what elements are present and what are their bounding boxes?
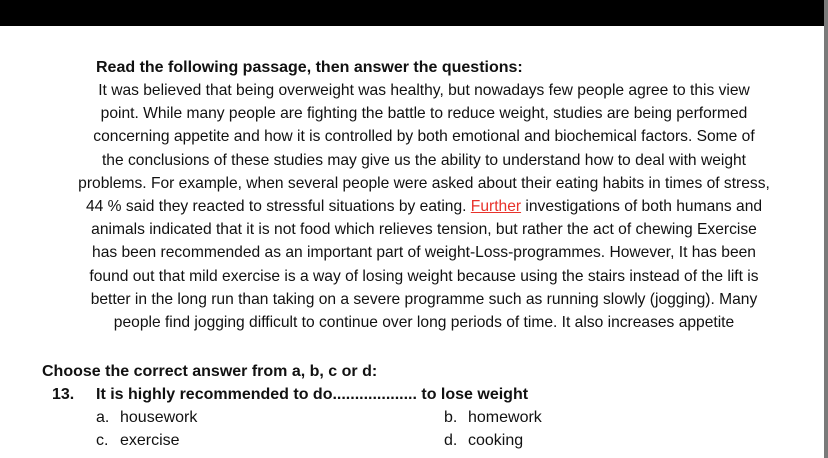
highlighted-word: Further [470,198,522,216]
passage-line: animals indicated that it is not food which relieves tension, but rather the act of chewing Exercise [91,221,757,239]
option-a[interactable] [96,408,197,428]
option-d[interactable] [444,431,523,451]
option-letter: c. [96,432,109,449]
option-letter: a. [96,409,110,426]
passage-line: problems. For example, when several people were asked about their eating habits in times of stress, [78,174,770,192]
option-text: cooking [468,432,524,449]
passage-line: found out that mild exercise is a way of losing weight because using the stairs instead of the lift is [89,267,759,285]
option-text: homework [468,409,542,426]
question-text: It is highly recommended to do................... to lose weight [96,386,529,403]
passage-text: 44 % said they reacted to stressful situations by eating. [85,198,471,216]
passage-line: It was believed that being overweight was healthy, but nowadays few people agree to this view [98,82,750,99]
passage-line: concerning appetite and how it is controlled by both emotional and biochemical factors. Some of [93,128,755,146]
option-letter: d. [444,432,458,449]
passage-line [38,195,810,218]
passage-line: the conclusions of these studies may give us the ability to understand how to deal with weight [101,151,747,169]
passage-line: point. While many people are fighting the battle to reduce weight, studies are being performed [100,105,748,123]
option-letter: b. [444,409,458,426]
option-c[interactable] [96,431,180,451]
top-bar [0,0,828,26]
passage-line: has been recommended as an important part of weight-Loss-programmes. However, It has been [92,244,756,262]
right-edge-divider [824,0,828,458]
option-text: exercise [120,432,180,449]
passage-text: investigations of both humans and [521,198,763,216]
passage-line: people find jogging difficult to continue over long periods of time. It also increases appetite [113,314,735,332]
passage-line: better in the long run than taking on a severe programme such as running slowly (jogging). Many [90,290,758,308]
option-text: housework [120,409,198,426]
reading-passage [38,79,810,334]
option-b[interactable] [444,408,542,428]
question-13 [52,385,528,405]
passage-heading: Read the following passage, then answer the questions: [96,59,523,76]
question-number: 13. [52,386,75,403]
question-instruction: Choose the correct answer from a, b, c or d: [42,363,378,380]
